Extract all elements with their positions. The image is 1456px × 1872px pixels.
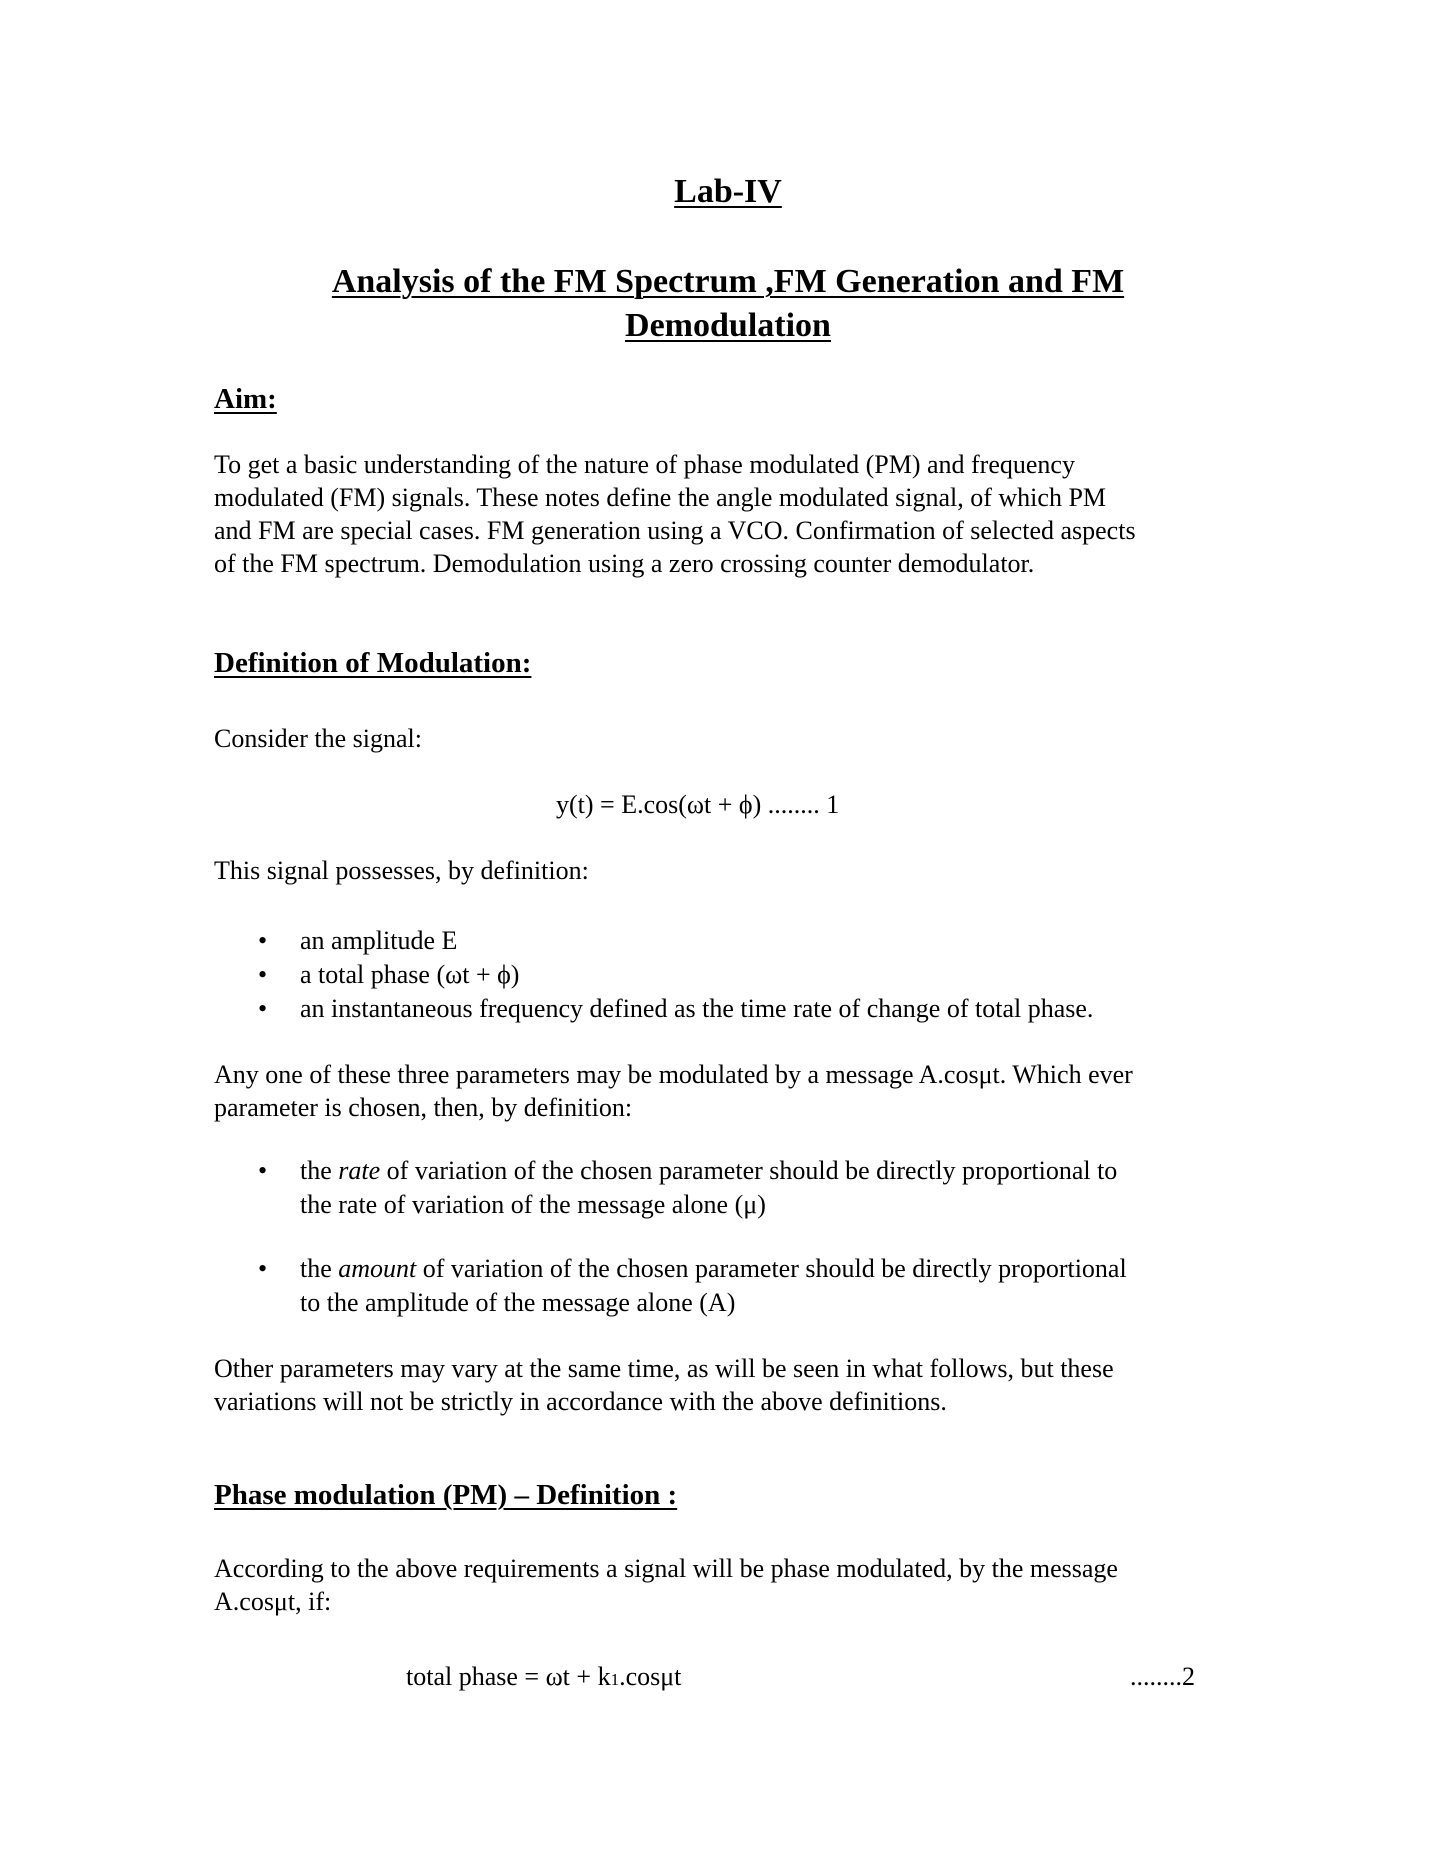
list-item-text-line-1 [300, 1252, 1234, 1286]
any-one-paragraph [214, 1058, 1234, 1124]
pm-line-1: According to the above requirements a signal will be phase modulated, by the message [214, 1554, 1118, 1583]
aim-line-4: of the FM spectrum. Demodulation using a zero crossing counter demodulator. [214, 549, 1035, 578]
equation-1: y(t) = E.cos(ωt + ϕ) ........ 1 [556, 790, 840, 819]
aim-paragraph [214, 448, 1234, 580]
bullet-icon: • [258, 994, 268, 1023]
list-item-text-pre: the [300, 1254, 339, 1283]
bullet-icon: • [258, 1254, 268, 1283]
aim-line-3: and FM are special cases. FM generation using a VCO. Confirmation of selected aspects [214, 516, 1136, 545]
consider-text: Consider the signal: [214, 724, 422, 753]
equation-2-subscript: 1 [610, 1670, 620, 1689]
equation-2-right: .cosμt [619, 1662, 682, 1691]
list-item-text-rest: of variation of the chosen parameter should be directly proportional to [380, 1156, 1118, 1185]
list-item [214, 1154, 1234, 1222]
other-line-1: Other parameters may vary at the same time, as will be seen in what follows, but these [214, 1354, 1114, 1383]
parameter-list [214, 924, 1234, 1026]
pm-line-2: A.cosμt, if: [214, 1587, 332, 1616]
list-item [214, 924, 1234, 958]
list-item-text: an instantaneous frequency defined as the time rate of change of total phase. [300, 994, 1094, 1023]
aim-line-1: To get a basic understanding of the nature of phase modulated (PM) and frequency [214, 450, 1075, 479]
bullet-icon: • [258, 1156, 268, 1185]
possesses-text: This signal possesses, by definition: [214, 856, 589, 885]
list-item-text-line-2: to the amplitude of the message alone (A) [300, 1288, 736, 1317]
any-one-line-1: Any one of these three parameters may be modulated by a message A.cosμt. Which ever [214, 1060, 1133, 1089]
other-parameters-paragraph [214, 1352, 1234, 1418]
equation-2 [406, 1660, 681, 1696]
list-item [214, 1252, 1234, 1320]
document-title-line-1: Analysis of the FM Spectrum ,FM Generation and FM [331, 263, 1125, 300]
lab-title: Lab-IV [674, 173, 782, 210]
list-item-text-pre: the [300, 1156, 339, 1185]
list-item-text: a total phase (ωt + ϕ) [300, 960, 520, 989]
aim-heading: Aim: [214, 383, 277, 415]
list-item-text: an amplitude E [300, 926, 458, 955]
list-item-text-line-2: the rate of variation of the message alone (μ) [300, 1190, 766, 1219]
requirement-list [214, 1154, 1234, 1350]
any-one-line-2: parameter is chosen, then, by definition: [214, 1093, 633, 1122]
pm-heading: Phase modulation (PM) – Definition : [214, 1479, 678, 1511]
bullet-icon: • [258, 926, 268, 955]
other-line-2: variations will not be strictly in accordance with the above definitions. [214, 1387, 947, 1416]
aim-line-2: modulated (FM) signals. These notes define the angle modulated signal, of which PM [214, 483, 1107, 512]
list-item-text-rest: of variation of the chosen parameter should be directly proportional [416, 1254, 1127, 1283]
list-item [214, 992, 1234, 1026]
pm-paragraph [214, 1552, 1234, 1618]
definition-heading: Definition of Modulation: [214, 647, 532, 679]
equation-2-number: ........2 [1130, 1662, 1195, 1691]
document-title [240, 260, 1216, 348]
bullet-icon: • [258, 960, 268, 989]
equation-2-left: total phase = ωt + k [406, 1662, 611, 1691]
document-title-line-2: Demodulation [625, 307, 831, 344]
list-item [214, 958, 1234, 992]
list-item-text-line-1 [300, 1154, 1234, 1188]
emphasis-rate: rate [338, 1156, 381, 1185]
emphasis-amount: amount [338, 1254, 417, 1283]
